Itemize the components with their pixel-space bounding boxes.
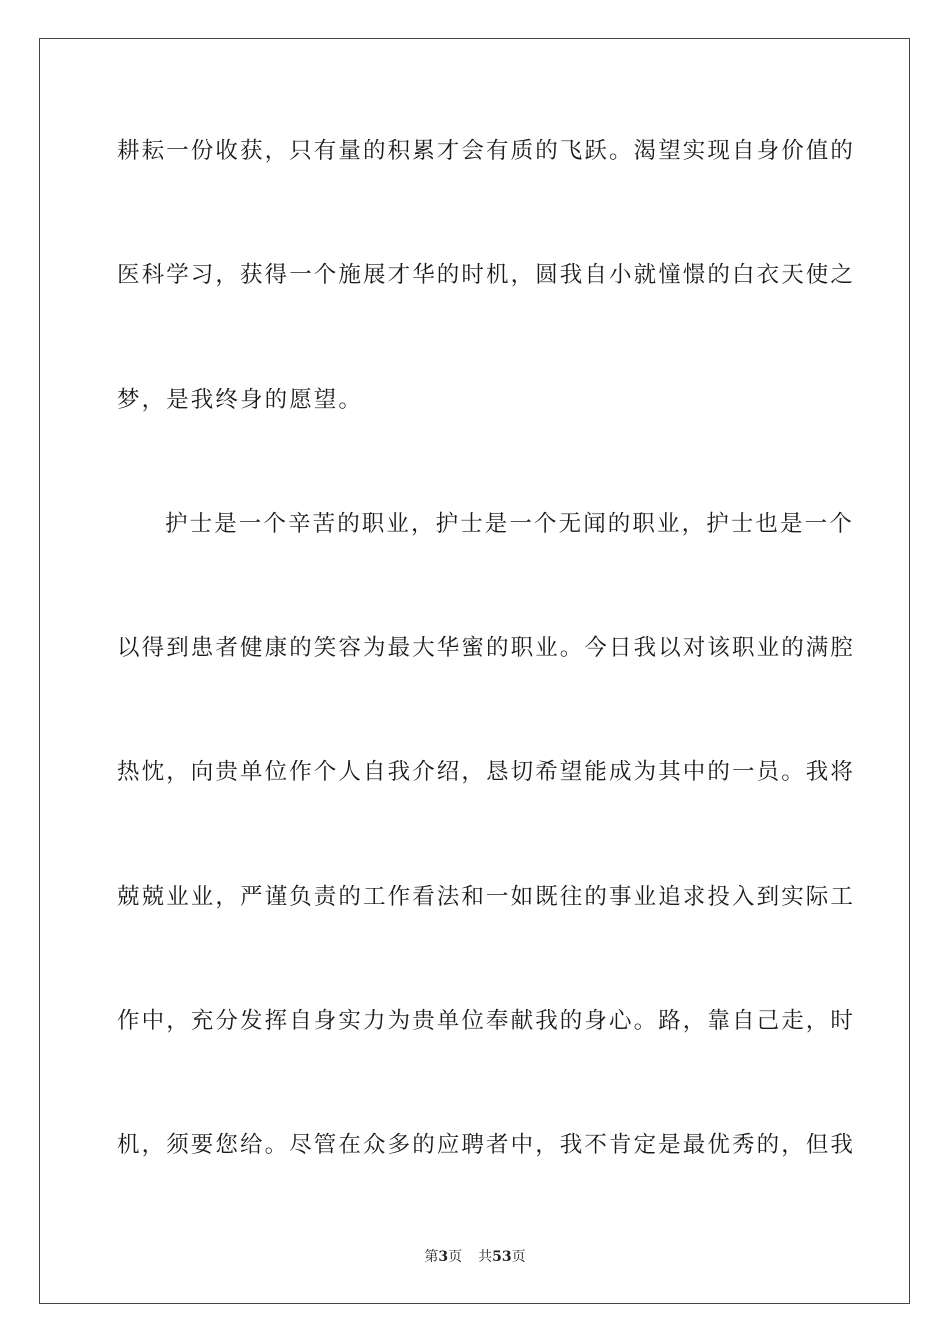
text-line: 机，须要您给。尽管在众多的应聘者中，我不肯定是最优秀的，但我: [117, 1132, 856, 1159]
text-line: 兢兢业业，严谨负责的工作看法和一如既往的事业追求投入到实际工: [117, 883, 856, 910]
current-page-number: 3: [438, 1249, 449, 1265]
total-pages-number: 53: [492, 1249, 512, 1265]
text-line: 热忱，向贵单位作个人自我介绍，恳切希望能成为其中的一员。我将: [117, 759, 856, 786]
text-line: 医科学习，获得一个施展才华的时机，圆我自小就憧憬的白衣天使之: [117, 262, 856, 289]
page-footer: [0, 1246, 950, 1266]
total-suffix: 页: [511, 1249, 526, 1265]
paragraph-start-line: 护士是一个辛苦的职业，护士是一个无闻的职业，护士也是一个: [165, 510, 854, 537]
document-body: [117, 126, 856, 1245]
text-line: 作中，充分发挥自身实力为贵单位奉献我的身心。路，靠自己走，时: [117, 1008, 856, 1035]
text-line: 以得到患者健康的笑容为最大华蜜的职业。今日我以对该职业的满腔: [117, 635, 856, 662]
text-line: 梦，是我终身的愿望。: [117, 386, 364, 413]
text-line: 耕耘一份收获，只有量的积累才会有质的飞跃。渴望实现自身价值的: [117, 138, 856, 164]
total-prefix: 共: [478, 1249, 493, 1265]
page-prefix: 第: [424, 1249, 439, 1265]
page-suffix: 页: [448, 1249, 463, 1265]
